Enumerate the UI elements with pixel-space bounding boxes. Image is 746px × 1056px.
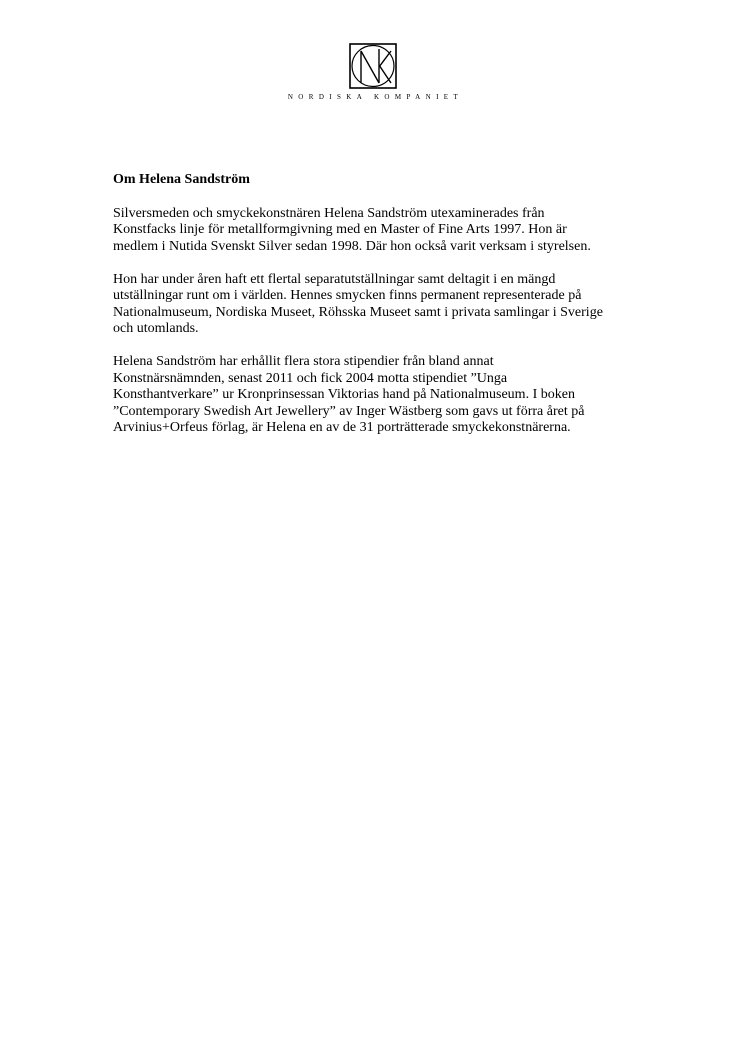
- paragraph-line: utställningar runt om i världen. Hennes smycken finns permanent representerade på: [113, 288, 582, 303]
- document-body: [113, 172, 658, 453]
- document-title: Om Helena Sandström: [113, 172, 250, 187]
- paragraph-line: och utomlands.: [113, 321, 199, 336]
- paragraph-line: medlem i Nutida Svenskt Silver sedan 1998. Där hon också varit verksam i styrelsen.: [113, 238, 591, 254]
- paragraph-2: [113, 272, 658, 338]
- letterhead: [0, 43, 746, 102]
- paragraph-line: Konstfacks linje för metallformgivning med en Master of Fine Arts 1997. Hon är: [113, 222, 567, 237]
- nk-monogram-logo-icon: [349, 43, 397, 89]
- paragraph-3: [113, 354, 658, 437]
- paragraph-line: Konsthantverkare” ur Kronprinsessan Viktorias hand på Nationalmuseum. I boken: [113, 387, 575, 402]
- paragraph-line: Arvinius+Orfeus förlag, är Helena en av de 31 porträtterade smyckekonstnärerna.: [113, 420, 571, 435]
- paragraph-line: Silversmeden och smyckekonstnären Helena Sandström utexaminerades från: [113, 205, 545, 221]
- paragraph-line: Helena Sandström har erhållit flera stora stipendier från bland annat: [113, 354, 494, 369]
- brand-name: NORDISKA KOMPANIET: [287, 93, 464, 101]
- paragraph-line: Nationalmuseum, Nordiska Museet, Röhsska Museet samt i privata samlingar i Sverige: [113, 304, 603, 320]
- paragraph-line: Konstnärsnämnden, senast 2011 och fick 2004 motta stipendiet ”Unga: [113, 370, 508, 386]
- paragraph-line: Hon har under åren haft ett flertal separatutställningar samt deltagit i en mängd: [113, 271, 556, 287]
- paragraph-1: [113, 206, 658, 256]
- paragraph-line: ”Contemporary Swedish Art Jewellery” av Inger Wästberg som gavs ut förra året på: [113, 403, 585, 419]
